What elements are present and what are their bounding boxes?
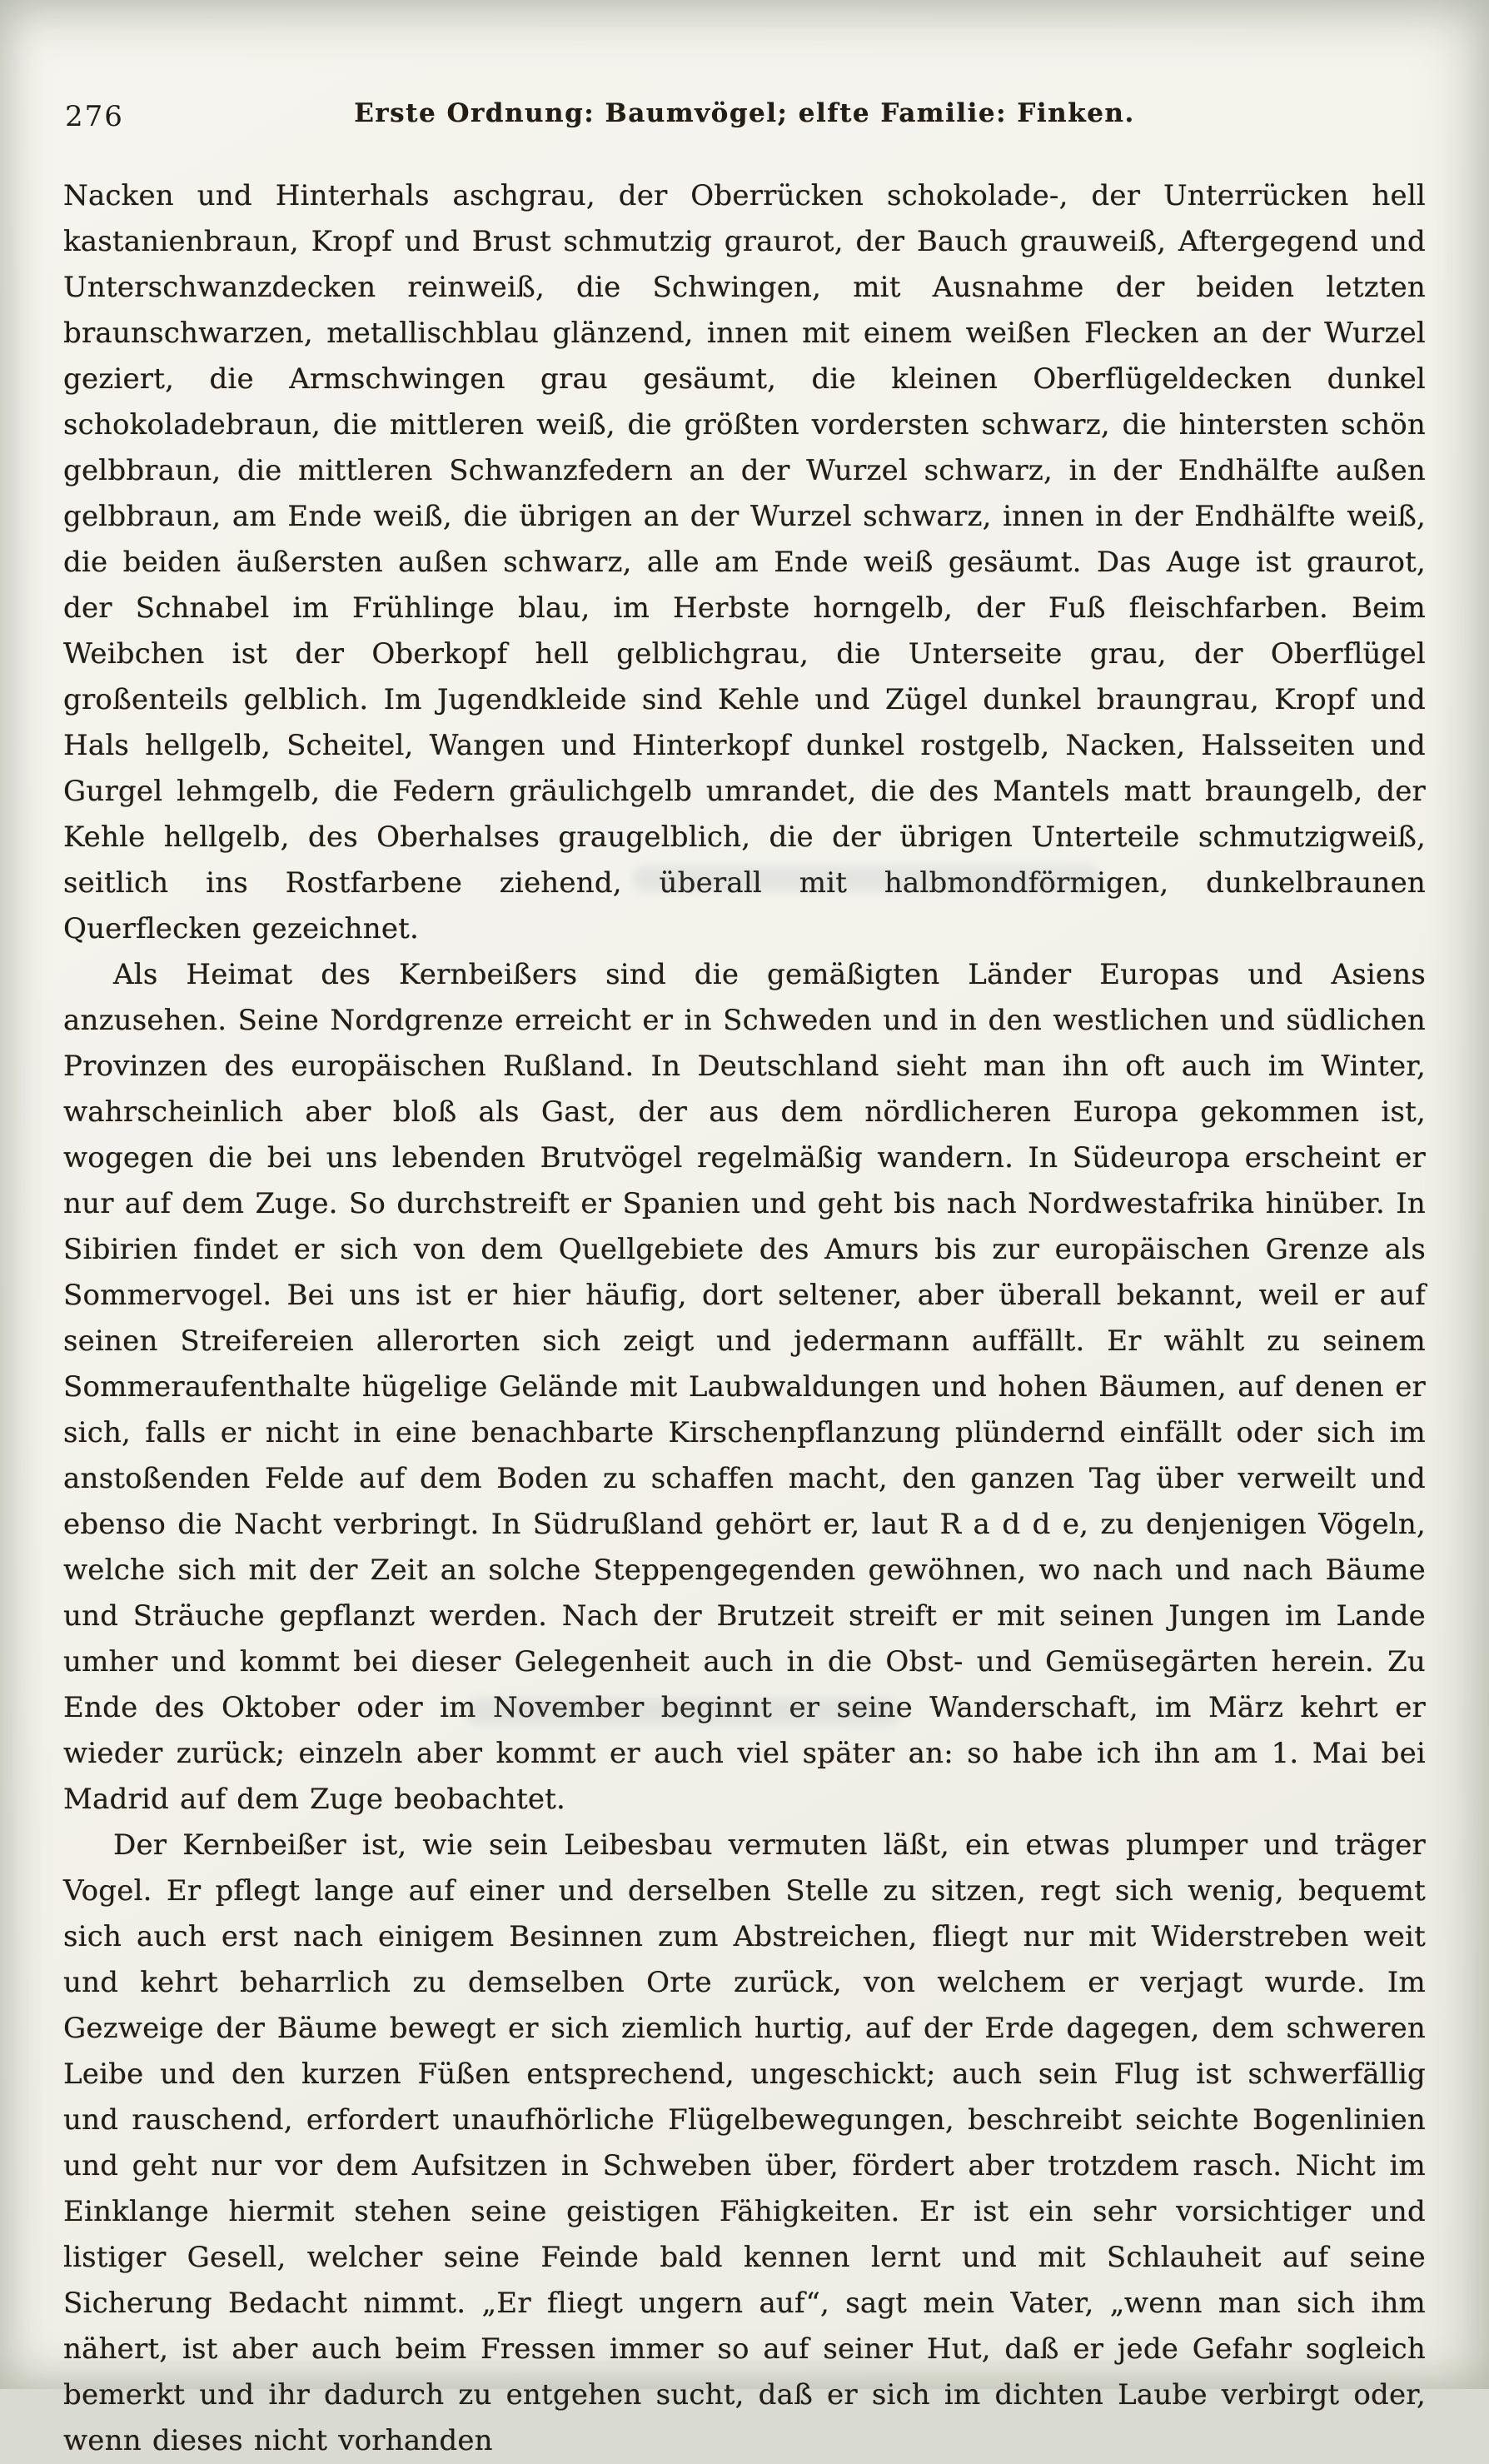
body-text-block bbox=[63, 173, 1426, 2464]
running-header-title: Erste Ordnung: Baumvögel; elfte Familie: Finken. bbox=[65, 98, 1424, 128]
paragraph-behaviour: Der Kernbeißer ist, wie sein Leibesbau vermuten läßt, ein etwas plumper und träger Vogel. Er pflegt lange auf einer und derselben Stelle zu sitzen, regt sich wenig, bequemt sich auch erst nach einigem Besinnen zum Abstreichen, fliegt nur mit Widerstreben weit und kehrt beharrlich zu demselben Orte zurück, von welchem er verjagt wurde. Im Gezweige der Bäume bewegt er sich ziemlich hurtig, auf der Erde dagegen, dem schweren Leibe und den kurzen Füßen entsprechend, ungeschickt; auch sein Flug ist schwerfällig und rauschend, erfordert unaufhörliche Flügelbewegungen, beschreibt seichte Bogenlinien und geht nur vor dem Aufsitzen in Schweben über, fördert aber trotzdem rasch. Nicht im Einklange hiermit stehen seine geistigen Fähigkeiten. Er ist ein sehr vorsichtiger und listiger Gesell, welcher seine Feinde bald kennen lernt und mit Schlauheit auf seine Sicherung Bedacht nimmt. „Er fliegt ungern auf“, sagt mein Vater, „wenn man sich ihm nähert, ist aber auch beim Fressen immer so auf seiner Hut, daß er jede Gefahr sogleich bemerkt und ihr dadurch zu entgehen sucht, daß er sich im dichten Laube verbirgt oder, wenn dieses nicht vorhanden bbox=[63, 1823, 1426, 2464]
paragraph-habitat-range: Als Heimat des Kernbeißers sind die gemäßigten Länder Europas und Asiens anzusehen. Seine Nordgrenze erreicht er in Schweden und in den westlichen und südlichen Provinzen des europäischen Rußland. In Deutschland sieht man ihn oft auch im Winter, wahrscheinlich aber bloß als Gast, der aus dem nördlicheren Europa gekommen ist, wogegen die bei uns lebenden Brutvögel regelmäßig wandern. In Südeuropa erscheint er nur auf dem Zuge. So durchstreift er Spanien und geht bis nach Nordwestafrika hinüber. In Sibirien findet er sich von dem Quellgebiete des Amurs bis zur europäischen Grenze als Sommervogel. Bei uns ist er hier häufig, dort seltener, aber überall bekannt, weil er auf seinen Streifereien allerorten sich zeigt und jedermann auffällt. Er wählt zu seinem Sommeraufenthalte hügelige Gelände mit Laubwaldungen und hohen Bäumen, auf denen er sich, falls er nicht in eine benachbarte Kirschenpflanzung plündernd einfällt oder sich im anstoßenden Felde auf dem Boden zu schaffen macht, den ganzen Tag über verweilt und ebenso die Nacht verbringt. In Südrußland gehört er, laut R a d d e, zu denjenigen Vögeln, welche sich mit der Zeit an solche Steppengegenden gewöhnen, wo nach und nach Bäume und Sträuche gepflanzt werden. Nach der Brutzeit streift er mit seinen Jungen im Lande umher und kommt bei dieser Gelegenheit auch in die Obst- und Gemüsegärten herein. Zu Ende des Oktober oder im November beginnt er seine Wanderschaft, im März kehrt er wieder zurück; einzeln aber kommt er auch viel später an: so habe ich ihn am 1. Mai bei Madrid auf dem Zuge beobachtet. bbox=[63, 952, 1426, 1823]
running-head bbox=[65, 98, 1424, 138]
page-number: 276 bbox=[65, 100, 124, 133]
paragraph-plumage-description: Nacken und Hinterhals aschgrau, der Oberrücken schokolade-, der Unterrücken hell kastanienbraun, Kropf und Brust schmutzig graurot, der Bauch grauweiß, Aftergegend und Unterschwanzdecken reinweiß, die Schwingen, mit Ausnahme der beiden letzten braunschwarzen, metallischblau glänzend, innen mit einem weißen Flecken an der Wurzel geziert, die Armschwingen grau gesäumt, die kleinen Oberflügeldecken dunkel schokoladebraun, die mittleren weiß, die größten vordersten schwarz, die hintersten schön gelbbraun, die mittleren Schwanzfedern an der Wurzel schwarz, in der Endhälfte außen gelbbraun, am Ende weiß, die übrigen an der Wurzel schwarz, innen in der Endhälfte weiß, die beiden äußersten außen schwarz, alle am Ende weiß gesäumt. Das Auge ist graurot, der Schnabel im Frühlinge blau, im Herbste horngelb, der Fuß fleischfarben. Beim Weibchen ist der Oberkopf hell gelblichgrau, die Unterseite grau, der Oberflügel großenteils gelblich. Im Jugendkleide sind Kehle und Zügel dunkel braungrau, Kropf und Hals hellgelb, Scheitel, Wangen und Hinterkopf dunkel rostgelb, Nacken, Halsseiten und Gurgel lehmgelb, die Federn gräulichgelb umrandet, die des Mantels matt braungelb, der Kehle hellgelb, des Oberhalses graugelblich, die der übrigen Unterteile schmutzigweiß, seitlich ins Rostfarbene ziehend, überall mit halbmondförmigen, dunkelbraunen Querflecken gezeichnet. bbox=[63, 173, 1426, 952]
